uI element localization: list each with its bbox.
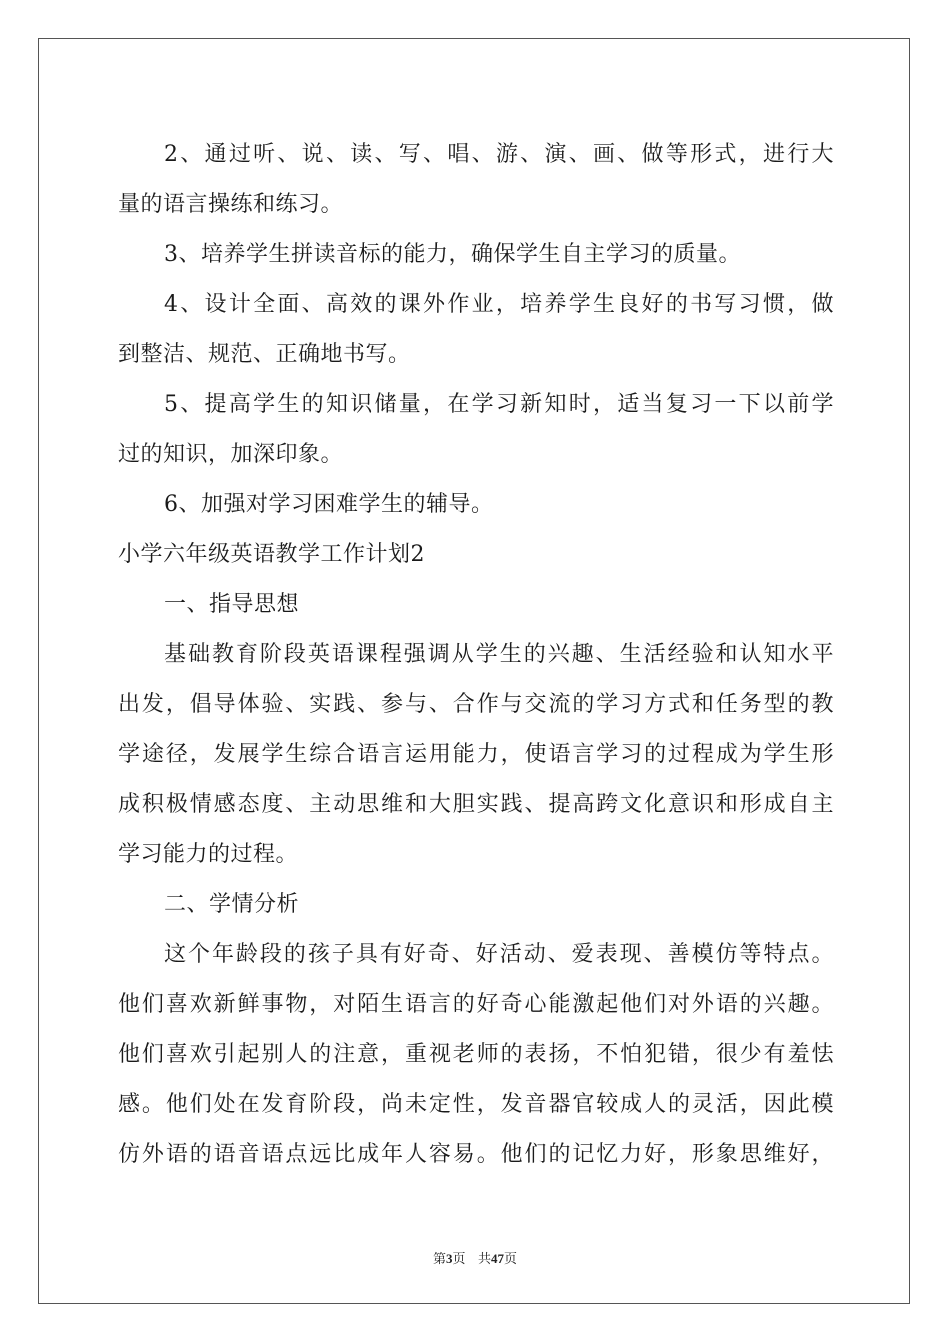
paragraph-line: 到整洁、规范、正确地书写。	[118, 342, 411, 367]
page-suffix: 页	[452, 1252, 466, 1267]
section-heading: 二、学情分析	[164, 892, 300, 917]
paragraph-line: 他们喜欢新鲜事物，对陌生语言的好奇心能激起他们对外语的兴趣。	[118, 992, 834, 1017]
total-pages: 47	[490, 1251, 504, 1266]
paragraph-line: 基础教育阶段英语课程强调从学生的兴趣、生活经验和认知水平	[164, 642, 834, 667]
total-suffix: 页	[503, 1252, 517, 1267]
paragraph-line: 他们喜欢引起别人的注意，重视老师的表扬，不怕犯错，很少有羞怯	[118, 1042, 834, 1067]
paragraph-line: 仿外语的语音语点远比成年人容易。他们的记忆力好，形象思维好，	[118, 1142, 834, 1167]
total-prefix: 共	[477, 1252, 491, 1267]
page-prefix: 第	[433, 1252, 447, 1267]
section-title: 小学六年级英语教学工作计划2	[118, 542, 425, 567]
document-body	[118, 130, 834, 1180]
section-heading: 一、指导思想	[164, 592, 300, 617]
paragraph-line: 感。他们处在发育阶段，尚未定性，发音器官较成人的灵活，因此模	[118, 1092, 834, 1117]
paragraph-line: 2、通过听、说、读、写、唱、游、演、画、做等形式，进行大	[164, 142, 834, 167]
paragraph-line: 4、设计全面、高效的课外作业，培养学生良好的书写习惯，做	[164, 292, 834, 317]
paragraph-line: 成积极情感态度、主动思维和大胆实践、提高跨文化意识和形成自主	[118, 792, 834, 817]
paragraph-line: 学习能力的过程。	[118, 842, 299, 867]
paragraph-line: 出发，倡导体验、实践、参与、合作与交流的学习方式和任务型的教	[118, 692, 834, 717]
paragraph-line: 3、培养学生拼读音标的能力，确保学生自主学习的质量。	[164, 242, 741, 267]
paragraph-line: 过的知识，加深印象。	[118, 442, 344, 467]
paragraph-line: 学途径，发展学生综合语言运用能力，使语言学习的过程成为学生形	[118, 742, 834, 767]
paragraph-line: 6、加强对学习困难学生的辅导。	[164, 492, 494, 517]
paragraph-line: 5、提高学生的知识储量，在学习新知时，适当复习一下以前学	[164, 392, 834, 417]
page-number: 3	[446, 1251, 453, 1266]
paragraph-line: 量的语言操练和练习。	[118, 192, 344, 217]
page-footer	[0, 1248, 950, 1267]
paragraph-line: 这个年龄段的孩子具有好奇、好活动、爱表现、善模仿等特点。	[164, 942, 834, 967]
